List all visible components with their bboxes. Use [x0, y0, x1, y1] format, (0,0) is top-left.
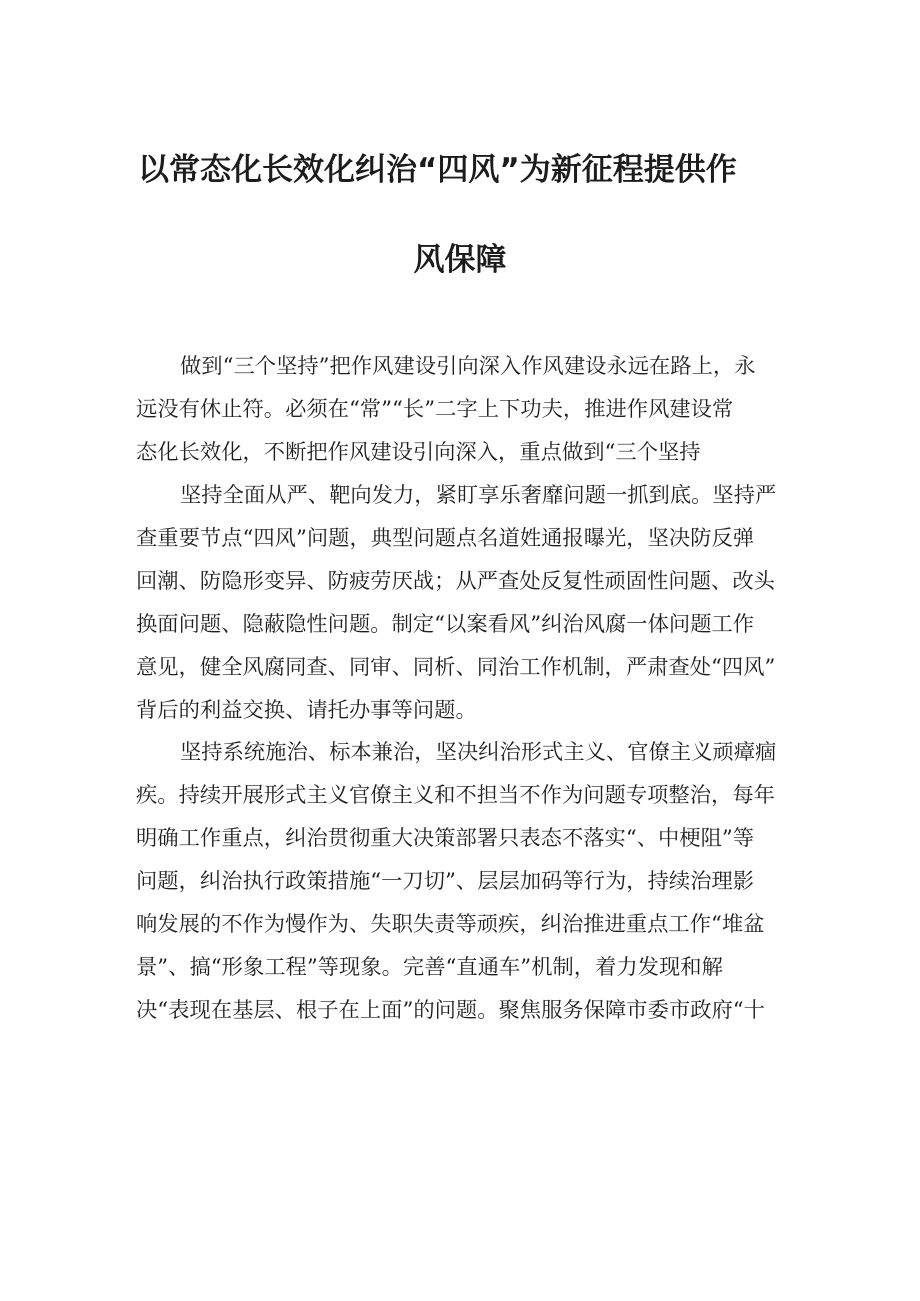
paragraph-2 — [136, 474, 786, 732]
paragraph-line: 换面问题、隐蔽隐性问题。制定“以案看风”纠治风腐一体问题工作 — [136, 612, 755, 637]
paragraph-line: 坚持全面从严、靶向发力，紧盯享乐奢靡问题一抓到底。坚持严 — [180, 483, 777, 508]
paragraph-line: 远没有休止符。必须在“常”“长”二字上下功夫，推进作风建设常 — [136, 397, 734, 422]
paragraph-3 — [136, 731, 786, 1032]
paragraph-line: 响发展的不作为慢作为、失职失责等顽疾，纠治推进重点工作“堆盆 — [136, 912, 765, 937]
paragraph-line: 做到“三个坚持”把作风建设引向深入作风建设永远在路上，永 — [180, 354, 756, 379]
paragraph-line: 决“表现在基层、根子在上面”的问题。聚焦服务保障市委市政府“十 — [136, 998, 765, 1023]
paragraph-line: 坚持系统施治、标本兼治，坚决纠治形式主义、官僚主义顽瘴痼 — [180, 740, 777, 765]
paragraph-line: 疾。持续开展形式主义官僚主义和不担当不作为问题专项整治，每年 — [136, 783, 775, 808]
paragraph-line: 查重要节点“四风”问题，典型问题点名道姓通报曝光，坚决防反弹 — [136, 526, 755, 551]
document-title-line-1: 以常态化长效化纠治“四风”为新征程提供作 — [138, 152, 737, 188]
document-title-line-2: 风保障 — [413, 242, 507, 278]
paragraph-line: 回潮、防隐形变异、防疲劳厌战；从严查处反复性顽固性问题、改头 — [136, 569, 775, 594]
paragraph-line: 问题，纠治执行政策措施“一刀切”、层层加码等行为，持续治理影 — [136, 869, 755, 894]
paragraph-line: 背后的利益交换、请托办事等问题。 — [136, 698, 477, 723]
paragraph-line: 意见，健全风腐同查、同审、同析、同治工作机制，严肃查处“四风” — [136, 655, 776, 680]
paragraph-1 — [136, 345, 786, 474]
paragraph-line: 景”、搞“形象工程”等现象。完善“直通车”机制，着力发现和解 — [136, 955, 723, 980]
paragraph-line: 态化长效化，不断把作风建设引向深入，重点做到“三个坚持 — [136, 440, 701, 465]
paragraph-line: 明确工作重点，纠治贯彻重大决策部署只表态不落实“、中梗阻”等 — [136, 826, 755, 851]
